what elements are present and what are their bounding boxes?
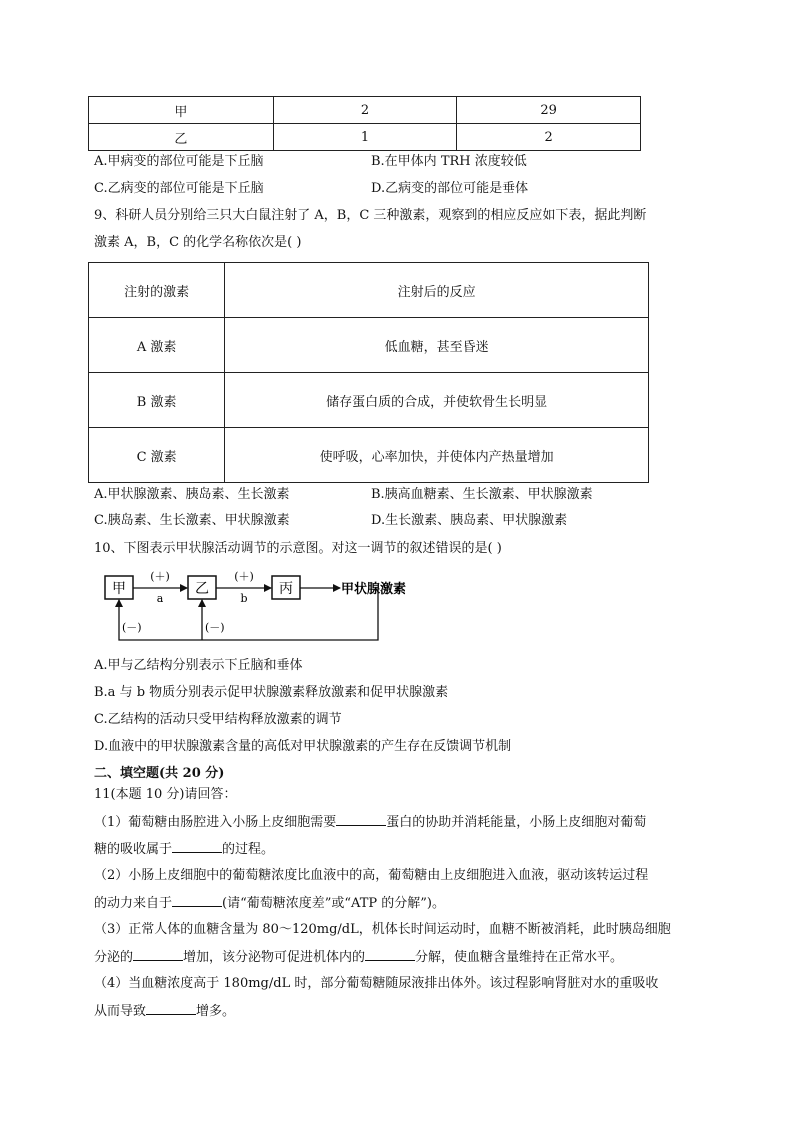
table-header-cell: 注射后的反应 bbox=[225, 263, 649, 318]
table-cell: 使呼吸，心率加快，并使体内产热量增加 bbox=[225, 428, 649, 483]
thyroid-regulation-diagram bbox=[100, 568, 430, 648]
table-cell: 2 bbox=[457, 124, 641, 151]
answer-blank[interactable] bbox=[365, 948, 415, 961]
table-cell: 储存蛋白质的合成，并使软骨生长明显 bbox=[225, 373, 649, 428]
q9-option-c: C.胰岛素、生长激素、甲状腺激素 bbox=[94, 513, 290, 528]
table-cell: 2 bbox=[273, 97, 457, 124]
plus-a: (＋) bbox=[150, 570, 170, 583]
text: 的动力来自于 bbox=[94, 896, 173, 911]
text: (请“葡萄糖浓度差”或“ATP 的分解”)。 bbox=[222, 896, 445, 911]
text: 的过程。 bbox=[222, 842, 275, 857]
box-jia-label: 甲 bbox=[112, 581, 126, 597]
text: （1）葡萄糖由肠腔进入小肠上皮细胞需要 bbox=[94, 815, 337, 830]
table-cell: 低血糖，甚至昏迷 bbox=[225, 318, 649, 373]
text: 糖的吸收属于 bbox=[94, 842, 173, 857]
minus-jia: (－) bbox=[122, 621, 142, 634]
q11-part3-line2 bbox=[94, 948, 623, 967]
text: 分解，使血糖含量维持在正常水平。 bbox=[415, 950, 624, 965]
table-cell: A 激素 bbox=[89, 318, 225, 373]
q8-option-d: D.乙病变的部位可能是垂体 bbox=[371, 181, 529, 196]
text: 分泌的 bbox=[94, 950, 134, 965]
q10-option-d: D.血液中的甲状腺激素含量的高低对甲状腺激素的产生存在反馈调节机制 bbox=[94, 739, 512, 754]
table-cell: 乙 bbox=[89, 124, 274, 151]
q11-part4-line1: （4）当血糖浓度高于 180mg/dL 时，部分葡萄糖随尿液排出体外。该过程影响肾脏对水的重吸收 bbox=[94, 976, 659, 991]
q11-part1-line2 bbox=[94, 840, 274, 859]
q8-option-b: B.在甲体内 TRH 浓度较低 bbox=[371, 154, 527, 169]
table-cell: 1 bbox=[273, 124, 457, 151]
q11-part3-line1: （3）正常人体的血糖含量为 80～120mg/dL，机体长时间运动时，血糖不断被消耗，此时胰岛细胞 bbox=[94, 922, 671, 937]
table-cell: 甲 bbox=[89, 97, 274, 124]
diagram-svg bbox=[100, 568, 430, 648]
label-a: a bbox=[156, 592, 164, 605]
q10-option-b: B.a 与 b 物质分别表示促甲状腺激素释放激素和促甲状腺激素 bbox=[94, 685, 449, 700]
table-row bbox=[89, 124, 641, 151]
label-b: b bbox=[240, 592, 248, 605]
table-cell: 29 bbox=[457, 97, 641, 124]
text: 蛋白的协助并消耗能量，小肠上皮细胞对葡萄 bbox=[386, 815, 647, 830]
q9-option-d: D.生长激素、胰岛素、甲状腺激素 bbox=[371, 513, 568, 528]
q11-part2-line2 bbox=[94, 894, 445, 913]
table-header-cell: 注射的激素 bbox=[89, 263, 225, 318]
hormone-level-table bbox=[88, 96, 641, 151]
output-label: 甲状腺激素 bbox=[341, 582, 407, 597]
q8-option-a: A.甲病变的部位可能是下丘脑 bbox=[94, 154, 264, 169]
text: 增多。 bbox=[196, 1004, 236, 1019]
box-bing-label: 丙 bbox=[279, 581, 293, 597]
box-yi-label: 乙 bbox=[195, 581, 209, 597]
text: 从而导致 bbox=[94, 1004, 147, 1019]
answer-blank[interactable] bbox=[336, 813, 386, 826]
answer-blank[interactable] bbox=[146, 1002, 196, 1015]
table-cell: B 激素 bbox=[89, 373, 225, 428]
minus-yi: (－) bbox=[205, 621, 225, 634]
injection-table bbox=[88, 262, 649, 483]
section-title: 二、填空题(共 20 分) bbox=[94, 766, 225, 781]
q11-stem: 11(本题 10 分)请回答： bbox=[94, 787, 237, 802]
answer-blank[interactable] bbox=[172, 894, 222, 907]
answer-blank[interactable] bbox=[172, 840, 222, 853]
plus-b: (＋) bbox=[234, 570, 254, 583]
q9-stem-line2: 激素 A，B，C 的化学名称依次是( ) bbox=[94, 235, 302, 250]
table-cell: C 激素 bbox=[89, 428, 225, 483]
q10-option-a: A.甲与乙结构分别表示下丘脑和垂体 bbox=[94, 658, 303, 673]
q11-part2-line1: （2）小肠上皮细胞中的葡萄糖浓度比血液中的高，葡萄糖由上皮细胞进入血液，驱动该转运过程 bbox=[94, 868, 649, 883]
answer-blank[interactable] bbox=[133, 948, 183, 961]
q9-option-b: B.胰高血糖素、生长激素、甲状腺激素 bbox=[371, 487, 593, 502]
table-row bbox=[89, 97, 641, 124]
q9-stem-line1: 9、科研人员分别给三只大白鼠注射了 A，B，C 三种激素，观察到的相应反应如下表，据此判断 bbox=[94, 208, 647, 223]
q10-stem: 10、下图表示甲状腺活动调节的示意图。对这一调节的叙述错误的是( ) bbox=[94, 541, 502, 556]
q9-option-a: A.甲状腺激素、胰岛素、生长激素 bbox=[94, 487, 290, 502]
q8-option-c: C.乙病变的部位可能是下丘脑 bbox=[94, 181, 264, 196]
table-header-row bbox=[89, 263, 649, 318]
table-row bbox=[89, 373, 649, 428]
text: 增加，该分泌物可促进机体内的 bbox=[183, 950, 366, 965]
q11-part4-line2 bbox=[94, 1002, 235, 1021]
table-row bbox=[89, 318, 649, 373]
table-row bbox=[89, 428, 649, 483]
q11-part1-line1 bbox=[94, 813, 646, 832]
q10-option-c: C.乙结构的活动只受甲结构释放激素的调节 bbox=[94, 712, 342, 727]
